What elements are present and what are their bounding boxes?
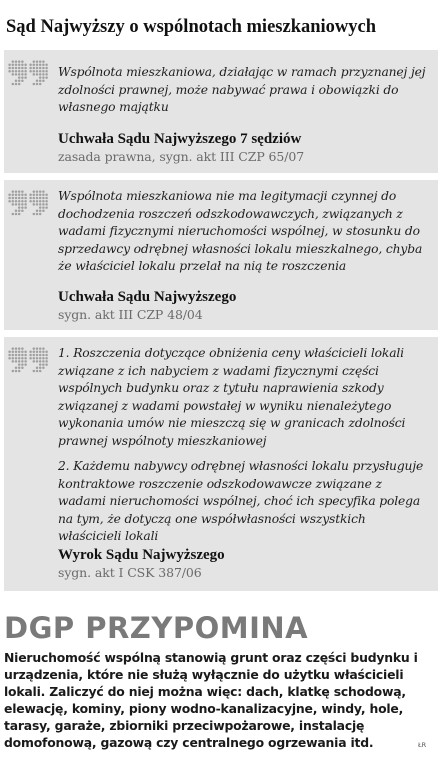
quote-paragraph: Wspólnota mieszkaniowa, działając w ramach przyznanej jej zdolności prawnej, może nabywać prawa i obowiązki do własnego majątku xyxy=(58,65,426,114)
reminder-body: Nieruchomość wspólną stanowią grunt oraz części budynku i urządzenia, które nie służą wyłącznie do użytku właścicieli lokali. Zaliczyć do niej można więc: dach, klatkę schodową, elewację, kominy, piony wodno-kanalizacyjne, windy, hole, tarasy, garaże, zbiorniki przeciwpożarowe, instalację domofonową, gazową czy centralnego ogrzewania itd. xyxy=(4,650,418,750)
reminder-heading: DGP PRZYPOMINA xyxy=(4,611,309,645)
quote-box-2 xyxy=(4,180,438,330)
quote-box-3 xyxy=(4,337,438,591)
source-title: Uchwała Sądu Najwyższego 7 sędziów xyxy=(58,131,302,147)
quote-source xyxy=(58,546,430,581)
source-reference: sygn. akt I CSK 387/06 xyxy=(58,565,202,580)
quote-source xyxy=(58,130,430,165)
quotation-mark-icon xyxy=(8,190,50,216)
quotation-mark-icon xyxy=(8,347,50,373)
source-title: Wyrok Sądu Najwyższego xyxy=(58,547,225,563)
source-reference: zasada prawna, sygn. akt III CZP 65/07 xyxy=(58,149,305,164)
quotation-mark-icon xyxy=(8,60,50,86)
quote-paragraph-1: 1. Roszczenia dotyczące obniżenia ceny właścicieli lokali związane z ich nabyciem z wadami fizycznymi części wspólnych budynku oraz z tytułu naprawienia szkody związanej z wadami powstałej w wyniku nienależytego wykonania umów nie mieszczą się w granicach zdolności prawnej wspólnoty mieszkaniowej xyxy=(58,346,406,448)
quote-source xyxy=(58,288,430,323)
quote-text xyxy=(58,64,430,117)
author-credit: ŁR xyxy=(418,741,427,749)
source-title: Uchwała Sądu Najwyższego xyxy=(58,289,237,305)
quote-paragraph-2: 2. Każdemu nabywcy odrębnej własności lokalu przysługuje kontraktowe roszczenie odszkodowawcze związane z wadami nieruchomości wspólnej, choć ich specyfika polega na tym, że dotyczą one współwłasności wszystkich właścicieli lokali xyxy=(58,459,424,543)
quote-box-1 xyxy=(4,50,438,173)
quote-text xyxy=(58,345,430,546)
page-title: Sąd Najwyższy o wspólnotach mieszkaniowych xyxy=(6,17,377,37)
quote-paragraph: Wspólnota mieszkaniowa nie ma legitymacji czynnej do dochodzenia roszczeń odszkodowawczych, związanych z wadami fizycznymi nieruchomości wspólnej, w stosunku do sprzedawcy odrębnej własności lokalu mieszkalnego, chyba że właściciel lokalu przelał na nią te roszczenia xyxy=(58,189,423,273)
source-reference: sygn. akt III CZP 48/04 xyxy=(58,307,203,322)
quote-text xyxy=(58,188,430,276)
